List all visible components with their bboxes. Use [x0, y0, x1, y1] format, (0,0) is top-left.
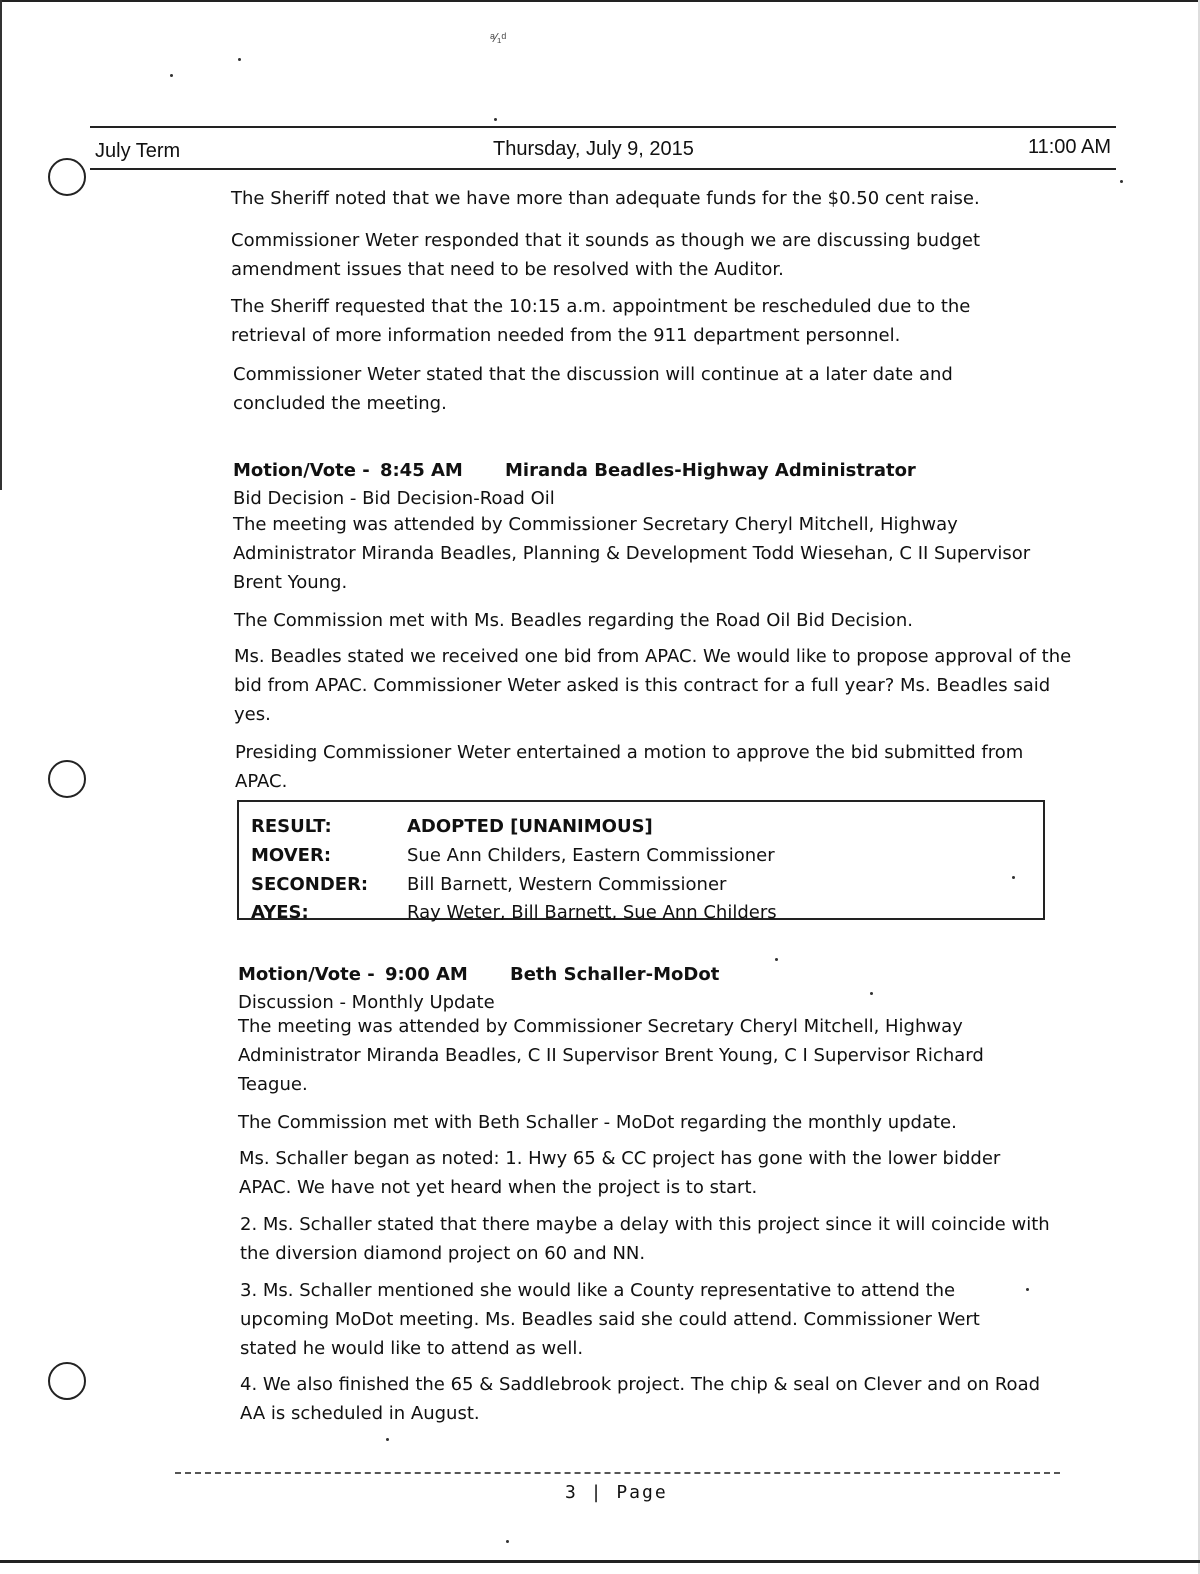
attendance-paragraph: The meeting was attended by Commissioner Secretary Cheryl Mitchell, Highway Administrator Miranda Beadles, Planning & Development Todd Wiesehan, C II Supervisor Brent Young.: [233, 514, 1031, 593]
header-rule: [90, 168, 1116, 170]
scan-edge-top: [0, 0, 1200, 2]
mover-label: MOVER:: [251, 845, 332, 866]
header-term: July Term: [95, 140, 181, 162]
paragraph: Ms. Schaller began as noted: 1. Hwy 65 & CC project has gone with the lower bidder APAC. We have not yet heard when the project is to start.: [239, 1148, 1001, 1198]
item-label: Motion/Vote -: [238, 964, 375, 985]
item-presenter: Miranda Beadles-Highway Administrator: [505, 460, 916, 481]
seconder-value: Bill Barnett, Western Commissioner: [407, 874, 727, 895]
scan-speck: [494, 118, 497, 121]
seconder-label: SECONDER:: [251, 874, 369, 895]
ayes-label: AYES:: [251, 902, 309, 923]
paragraph: 3. Ms. Schaller mentioned she would like a County representative to attend the upcoming MoDot meeting. Ms. Beadles said she could attend. Commissioner Wert stated he would like to attend as well.: [240, 1280, 980, 1359]
paragraph: The Commission met with Beth Schaller - MoDot regarding the monthly update.: [238, 1112, 957, 1133]
binder-hole-icon: [48, 158, 86, 196]
item-subject: Bid Decision - Bid Decision-Road Oil: [233, 488, 555, 509]
item-time: 9:00 AM: [384, 964, 468, 985]
scan-speck: [170, 74, 173, 77]
paragraph: The Sheriff noted that we have more than adequate funds for the $0.50 cent raise.: [231, 188, 980, 209]
agenda-item-heading: [238, 960, 1038, 989]
footer-rule: [175, 1472, 1060, 1474]
scan-speck: [238, 58, 241, 61]
page-number: 3 | Page: [565, 1482, 668, 1503]
item-time: 8:45 AM: [379, 460, 463, 481]
agenda-item-heading: [233, 456, 1033, 485]
paragraph: 2. Ms. Schaller stated that there maybe a delay with this project since it will coincide with the diversion diamond project on 60 and NN.: [240, 1214, 1050, 1264]
paragraph: 4. We also finished the 65 & Saddlebrook project. The chip & seal on Clever and on Road AA is scheduled in August.: [240, 1374, 1041, 1424]
item-subject: Discussion - Monthly Update: [238, 992, 495, 1013]
scan-speck: [1120, 180, 1123, 183]
paragraph: Commissioner Weter responded that it sounds as though we are discussing budget amendment issues that need to be resolved with the Auditor.: [231, 230, 980, 280]
scan-speck: [386, 1438, 389, 1441]
paragraph: The Commission met with Ms. Beadles regarding the Road Oil Bid Decision.: [234, 610, 913, 631]
binder-hole-icon: [48, 760, 86, 798]
paragraph: Ms. Beadles stated we received one bid from APAC. We would like to propose approval of the bid from APAC. Commissioner Weter asked is this contract for a full year? Ms. Beadles said yes.: [234, 646, 1072, 725]
scan-edge-bottom: [0, 1560, 1200, 1563]
item-label: Motion/Vote -: [233, 460, 370, 481]
header-date: Thursday, July 9, 2015: [493, 138, 694, 160]
scan-edge-left: [0, 0, 2, 490]
header-time: 11:00 AM: [1027, 136, 1111, 158]
binder-hole-icon: [48, 1362, 86, 1400]
motion-result-box: [237, 800, 1045, 923]
result-label: RESULT:: [251, 816, 332, 837]
result-value: ADOPTED [UNANIMOUS]: [407, 816, 653, 837]
ayes-value: Ray Weter, Bill Barnett, Sue Ann Childers: [407, 902, 777, 923]
paragraph: The Sheriff requested that the 10:15 a.m. appointment be rescheduled due to the retrieval of more information needed from the 911 department personnel.: [231, 296, 971, 346]
attendance-paragraph: The meeting was attended by Commissioner Secretary Cheryl Mitchell, Highway Administrator Miranda Beadles, C II Supervisor Brent Young, C I Supervisor Richard Teague.: [238, 1016, 984, 1095]
header-rule: [90, 126, 1116, 128]
item-presenter: Beth Schaller-MoDot: [510, 964, 720, 985]
paragraph: Presiding Commissioner Weter entertained a motion to approve the bid submitted from APAC.: [235, 742, 1024, 792]
received-stamp: ᵃ⁄₁ᵈ: [490, 30, 507, 45]
page-header: [95, 136, 1115, 166]
paragraph: Commissioner Weter stated that the discussion will continue at a later date and concluded the meeting.: [233, 364, 953, 414]
mover-value: Sue Ann Childers, Eastern Commissioner: [407, 845, 775, 866]
scan-speck: [506, 1540, 509, 1543]
